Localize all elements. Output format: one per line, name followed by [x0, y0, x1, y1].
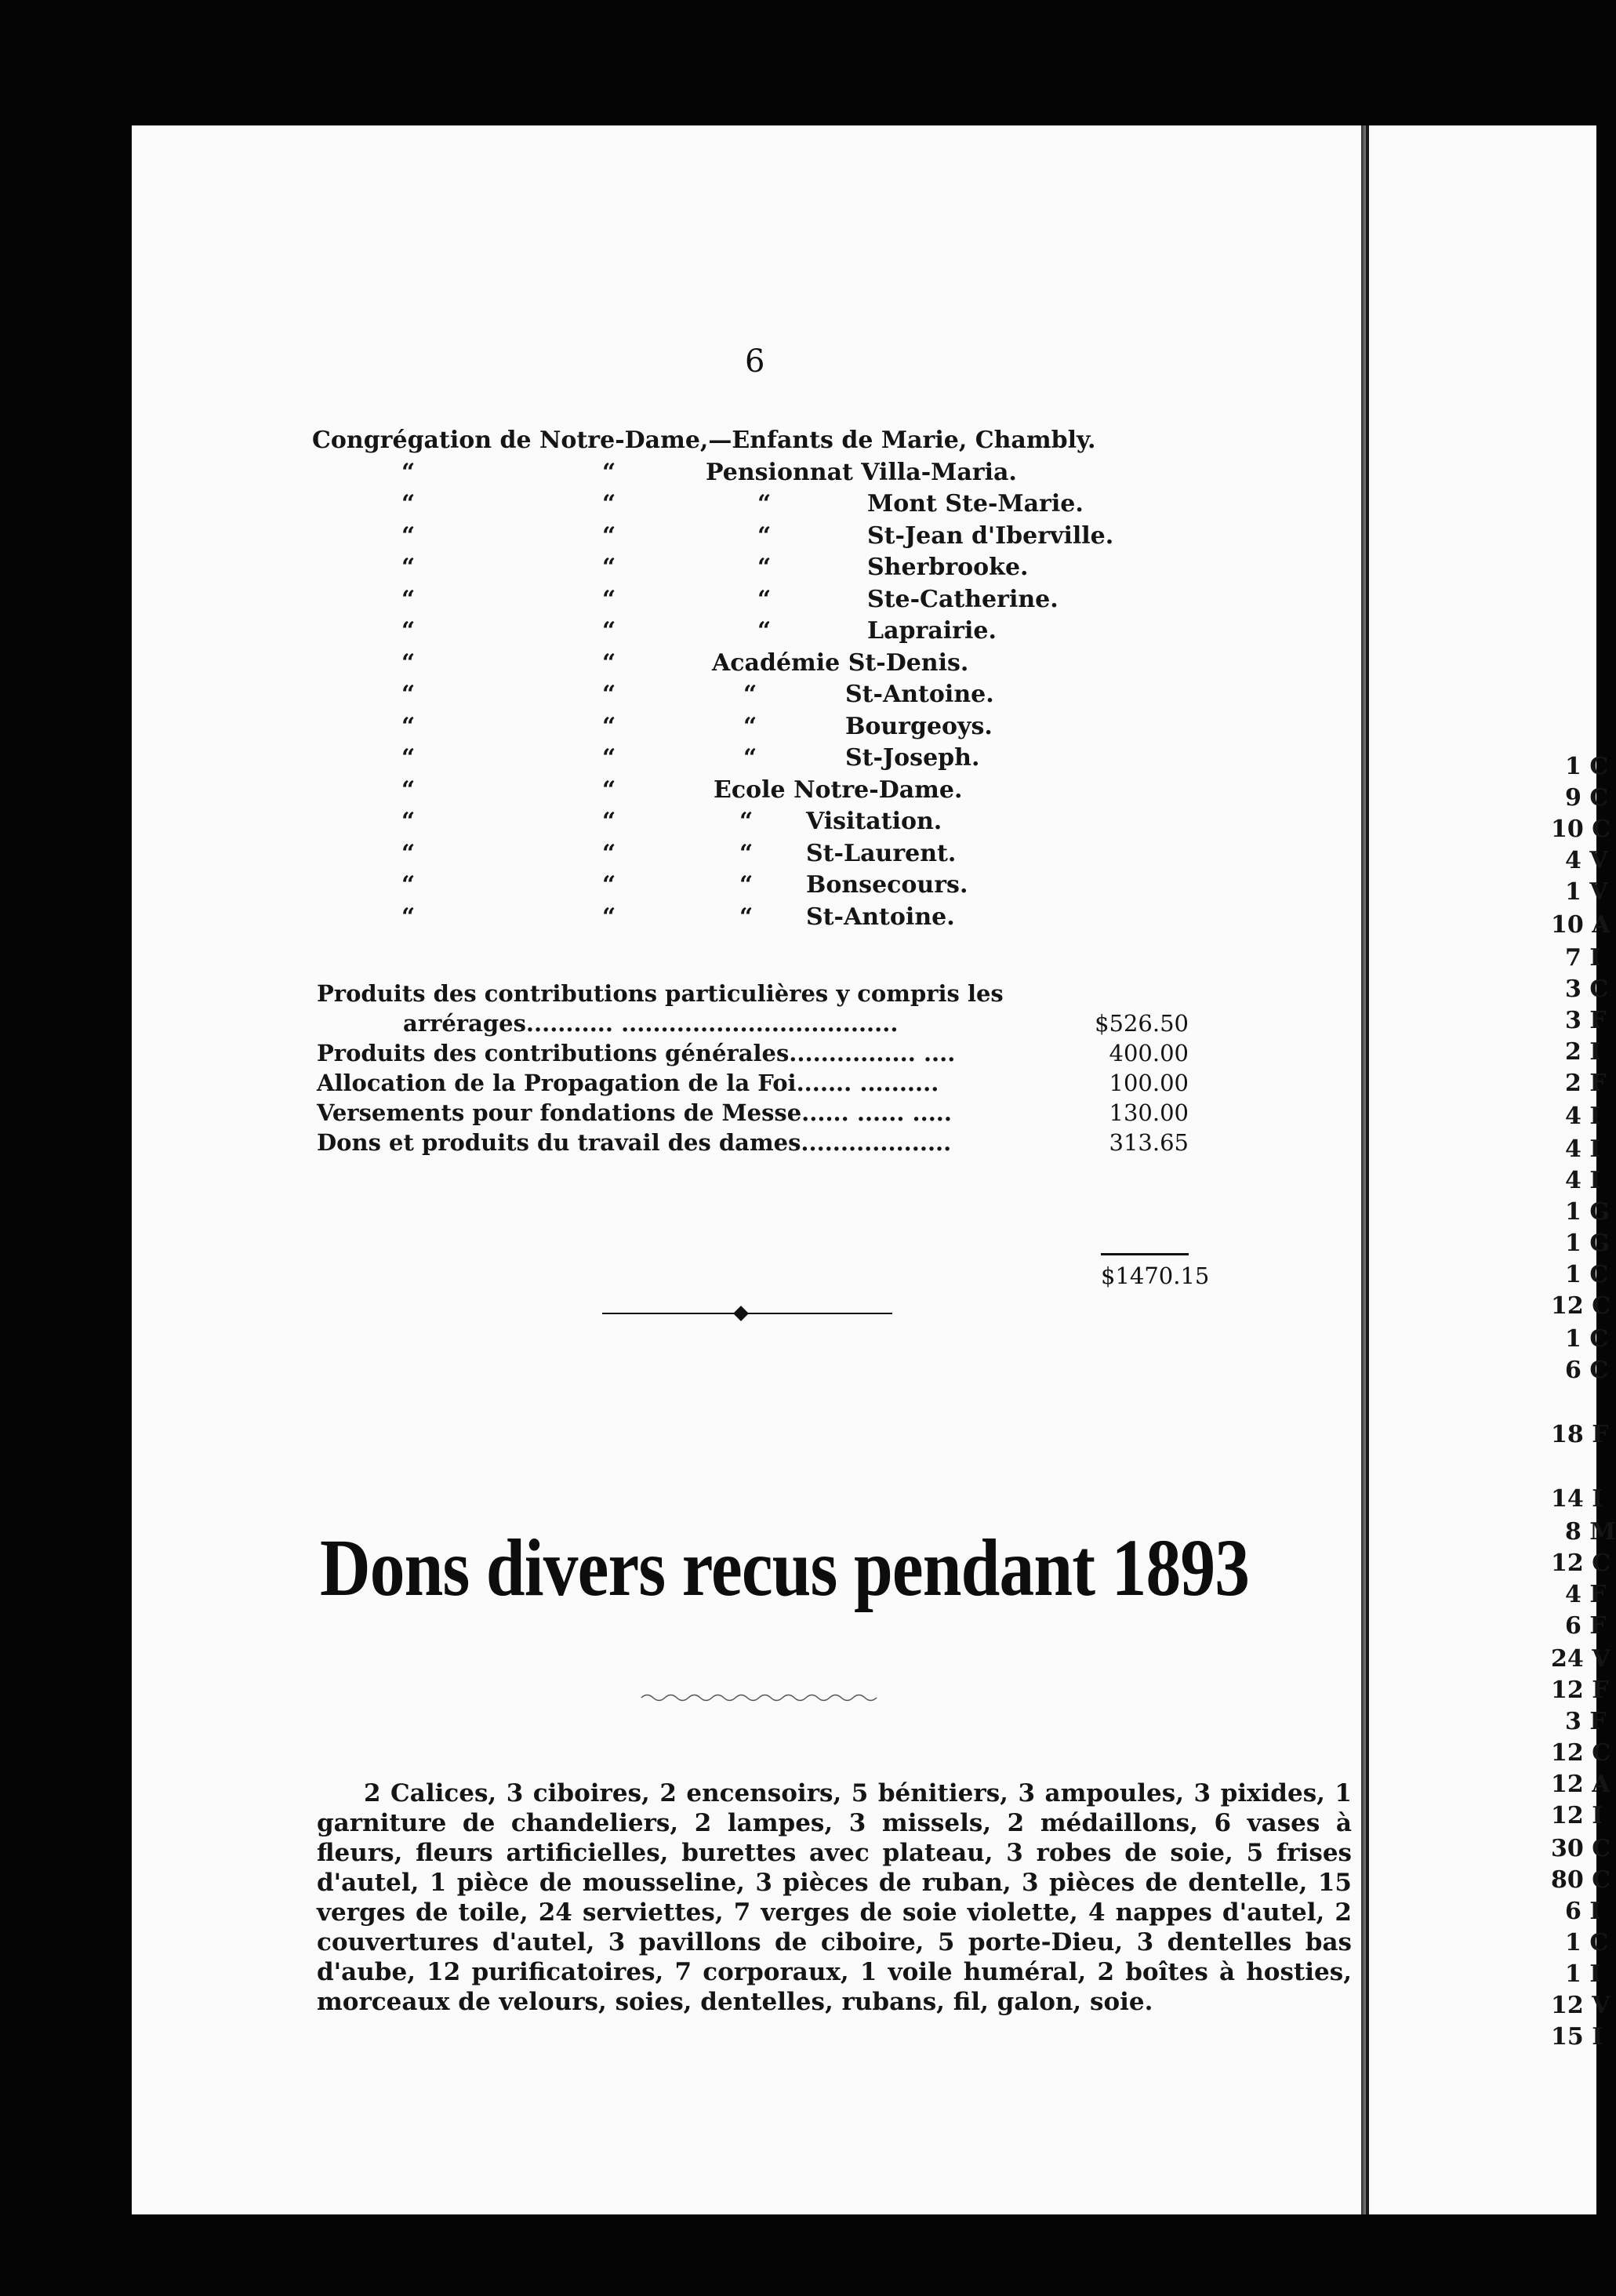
congregation-cell-1: “ — [401, 808, 416, 835]
finance-row — [317, 1099, 1189, 1129]
finance-label: Allocation de la Propagation de la Foi....... .......... — [317, 1070, 939, 1096]
quantity-line: 14 I — [1551, 1485, 1603, 1513]
quantity-line: 6 F — [1565, 1612, 1607, 1640]
congregation-cell-3: Académie St-Denis. — [712, 648, 969, 677]
finance-row — [317, 1040, 1189, 1070]
congregation-cell-3: Ecole Notre-Dame. — [714, 776, 963, 804]
quantity-line: 1 C — [1565, 753, 1609, 780]
congregation-cell-4: Bourgeoys. — [845, 712, 993, 740]
congregation-cell-2: “ — [602, 744, 616, 772]
quantity-line: 4 V — [1565, 847, 1608, 874]
congregation-row — [132, 871, 1367, 903]
congregation-cell-2: “ — [602, 554, 616, 581]
congregation-cell-4: St-Antoine. — [845, 681, 994, 708]
quantity-line: 12 C — [1551, 1292, 1611, 1320]
congregation-cell-2: “ — [602, 648, 616, 677]
congregation-cell-3: “ — [743, 681, 757, 708]
congregation-cell-1: “ — [401, 776, 416, 804]
quantity-line: 12 F — [1551, 1677, 1609, 1704]
quantity-line: 1 C — [1565, 1929, 1609, 1956]
congregation-cell-1: “ — [401, 839, 416, 867]
quantity-line: 15 I — [1551, 2023, 1603, 2051]
quantity-line: 12 C — [1551, 1549, 1611, 1577]
total-rule — [1101, 1253, 1189, 1255]
quantity-line: 12 C — [1551, 1739, 1611, 1767]
congregation-cell-2: “ — [602, 808, 616, 835]
donations-paragraph: 2 Calices, 3 ciboires, 2 encensoirs, 5 bénitiers, 3 ampoules, 3 pixides, 1 garniture de chandeliers, 2 lampes, 3 missels, 2 médaillons, 6 vases à fleurs, fleurs artificielles, burettes avec plateau, 3 robes de soie, 5 frises d'autel, 1 pièce de mousseline, 3 pièces de ruban, 3 pièces de dentelle, 15 verges de toile, 24 serviettes, 7 verges de soie violette, 4 nappes d'autel, 2 couvertures d'autel, 3 pavillons de ciboire, 5 porte-Dieu, 3 dentelles bas d'aube, 12 purificatoires, 7 corporaux, 1 voile huméral, 2 boîtes à hosties, morceaux de velours, soies, dentelles, rubans, fil, galon, soie. — [317, 1779, 1352, 2016]
quantity-line: 10 C — [1551, 816, 1611, 843]
congregation-cell-1: “ — [401, 744, 416, 772]
congregation-cell-2: “ — [602, 521, 616, 550]
congregation-row — [132, 586, 1367, 617]
finance-label: Produits des contributions particulières y compris les — [317, 980, 1004, 1007]
quantity-line: 6 I — [1565, 1898, 1601, 1925]
congregation-row — [132, 522, 1367, 554]
congregation-row — [132, 840, 1367, 871]
congregation-cell-2: “ — [602, 490, 616, 518]
congregation-cell-1: “ — [401, 458, 416, 486]
quantity-line: 1 G — [1565, 1230, 1610, 1257]
congregation-cell-2: “ — [602, 681, 616, 708]
congregation-cell-1: “ — [401, 617, 416, 645]
quantity-line: 4 I — [1565, 1135, 1601, 1163]
quantity-line: 4 I — [1565, 1167, 1601, 1194]
congregation-cell-1: “ — [401, 585, 416, 613]
quantity-line: 3 C — [1565, 975, 1609, 1003]
congregation-cell-4: St-Jean d'Iberville. — [867, 521, 1114, 550]
quantity-line: 8 M — [1565, 1518, 1616, 1546]
congregation-cell-3: “ — [739, 871, 754, 899]
quantity-line: 4 F — [1565, 1581, 1607, 1608]
congregation-cell-4: Laprairie. — [867, 617, 997, 645]
congregation-cell-4: Visitation. — [806, 808, 942, 835]
finance-label: Produits des contributions générales................ .... — [317, 1040, 956, 1066]
congregation-row — [132, 459, 1367, 490]
congregation-row — [132, 713, 1367, 744]
quantity-line: 12 A — [1551, 1771, 1611, 1798]
page-number: 6 — [745, 343, 765, 380]
congregation-cell-3: “ — [757, 554, 772, 581]
quantity-line: 18 F — [1551, 1421, 1609, 1448]
congregation-cell-1: Congrégation de Notre-Dame,—Enfants de Marie, Chambly. — [312, 427, 1096, 454]
congregation-cell-2: “ — [602, 839, 616, 867]
congregation-cell-1: “ — [401, 681, 416, 708]
congregation-cell-2: “ — [602, 776, 616, 804]
congregation-cell-3: “ — [743, 744, 757, 772]
finance-amount: $526.50 — [1095, 1010, 1189, 1037]
congregation-cell-3: “ — [739, 903, 754, 931]
congregation-cell-4: Bonsecours. — [806, 871, 968, 899]
quantity-line: 6 C — [1565, 1357, 1609, 1384]
left-page — [132, 125, 1367, 2214]
quantity-line: 4 I — [1565, 1103, 1601, 1130]
congregation-cell-3: “ — [757, 490, 772, 518]
congregation-cell-2: “ — [602, 617, 616, 645]
congregation-cell-3: “ — [757, 617, 772, 645]
congregation-cell-1: “ — [401, 871, 416, 899]
quantity-line: 7 I — [1565, 944, 1601, 972]
congregation-cell-2: “ — [602, 871, 616, 899]
congregation-row — [132, 617, 1367, 648]
congregation-row — [132, 808, 1367, 839]
congregation-cell-4: Mont Ste-Marie. — [867, 490, 1084, 518]
right-page — [1366, 125, 1616, 2214]
finance-row — [317, 1010, 1189, 1040]
congregation-row — [132, 744, 1367, 776]
quantity-line: 10 A — [1551, 911, 1611, 939]
quantity-line: 30 C — [1551, 1835, 1611, 1862]
section-heading: Dons divers recus pendant 1893 — [320, 1523, 1250, 1613]
congregation-cell-1: “ — [401, 490, 416, 518]
congregation-cell-4: St-Laurent. — [806, 839, 957, 867]
finance-row — [317, 1070, 1189, 1099]
congregation-cell-1: “ — [401, 521, 416, 550]
congregation-cell-1: “ — [401, 903, 416, 931]
congregation-cell-2: “ — [602, 585, 616, 613]
congregation-row — [132, 490, 1367, 521]
finance-label: Versements pour fondations de Messe...... ...... ..... — [317, 1099, 953, 1126]
congregation-row — [132, 649, 1367, 681]
finance-row — [317, 980, 1189, 1010]
quantity-line: 2 F — [1565, 1070, 1607, 1097]
quantity-line: 1 C — [1565, 1261, 1609, 1288]
quantity-line: 12 I — [1551, 1802, 1603, 1829]
congregation-cell-4: Ste-Catherine. — [867, 585, 1059, 613]
finance-amount: 100.00 — [1109, 1070, 1189, 1096]
congregation-cell-3: “ — [757, 585, 772, 613]
congregation-row — [132, 681, 1367, 712]
congregation-cell-2: “ — [602, 458, 616, 486]
congregation-cell-3: “ — [757, 521, 772, 550]
congregation-row — [132, 903, 1367, 935]
finance-amount: 313.65 — [1109, 1129, 1189, 1156]
congregation-cell-3: “ — [739, 839, 754, 867]
congregation-cell-2: “ — [602, 712, 616, 740]
finance-amount: 400.00 — [1109, 1040, 1189, 1066]
finance-label: arrérages........... ................................... — [403, 1010, 899, 1037]
congregation-cell-3: “ — [743, 712, 757, 740]
congregation-row — [132, 554, 1367, 585]
quantity-line: 1 V — [1565, 878, 1608, 906]
congregation-cell-4: St-Antoine. — [806, 903, 955, 931]
quantity-line: 80 C — [1551, 1866, 1611, 1894]
wavy-divider — [641, 1692, 877, 1703]
finance-row — [317, 1129, 1189, 1159]
quantity-line: 9 C — [1565, 784, 1609, 812]
congregation-cell-4: St-Joseph. — [845, 744, 980, 772]
congregation-cell-1: “ — [401, 648, 416, 677]
congregation-cell-3: “ — [739, 808, 754, 835]
congregation-cell-1: “ — [401, 712, 416, 740]
ornament-divider — [602, 1306, 892, 1321]
quantity-line: 1 C — [1565, 1325, 1609, 1353]
congregation-cell-3: Pensionnat Villa-Maria. — [706, 458, 1017, 486]
congregation-row — [132, 427, 1367, 458]
quantity-line: 1 I — [1565, 1960, 1601, 1988]
congregation-cell-2: “ — [602, 903, 616, 931]
finance-total: $1470.15 — [1101, 1262, 1210, 1289]
congregation-cell-4: Sherbrooke. — [867, 554, 1029, 581]
quantity-line: 3 F — [1565, 1007, 1607, 1034]
finance-label: Dons et produits du travail des dames................... — [317, 1129, 952, 1156]
finance-amount: 130.00 — [1109, 1099, 1189, 1126]
congregation-row — [132, 776, 1367, 808]
congregation-cell-1: “ — [401, 554, 416, 581]
quantity-line: 1 G — [1565, 1198, 1610, 1226]
quantity-line: 12 V — [1551, 1992, 1611, 2019]
quantity-line: 24 V — [1551, 1645, 1611, 1673]
quantity-line: 2 I — [1565, 1038, 1601, 1066]
quantity-line: 3 F — [1565, 1708, 1607, 1735]
